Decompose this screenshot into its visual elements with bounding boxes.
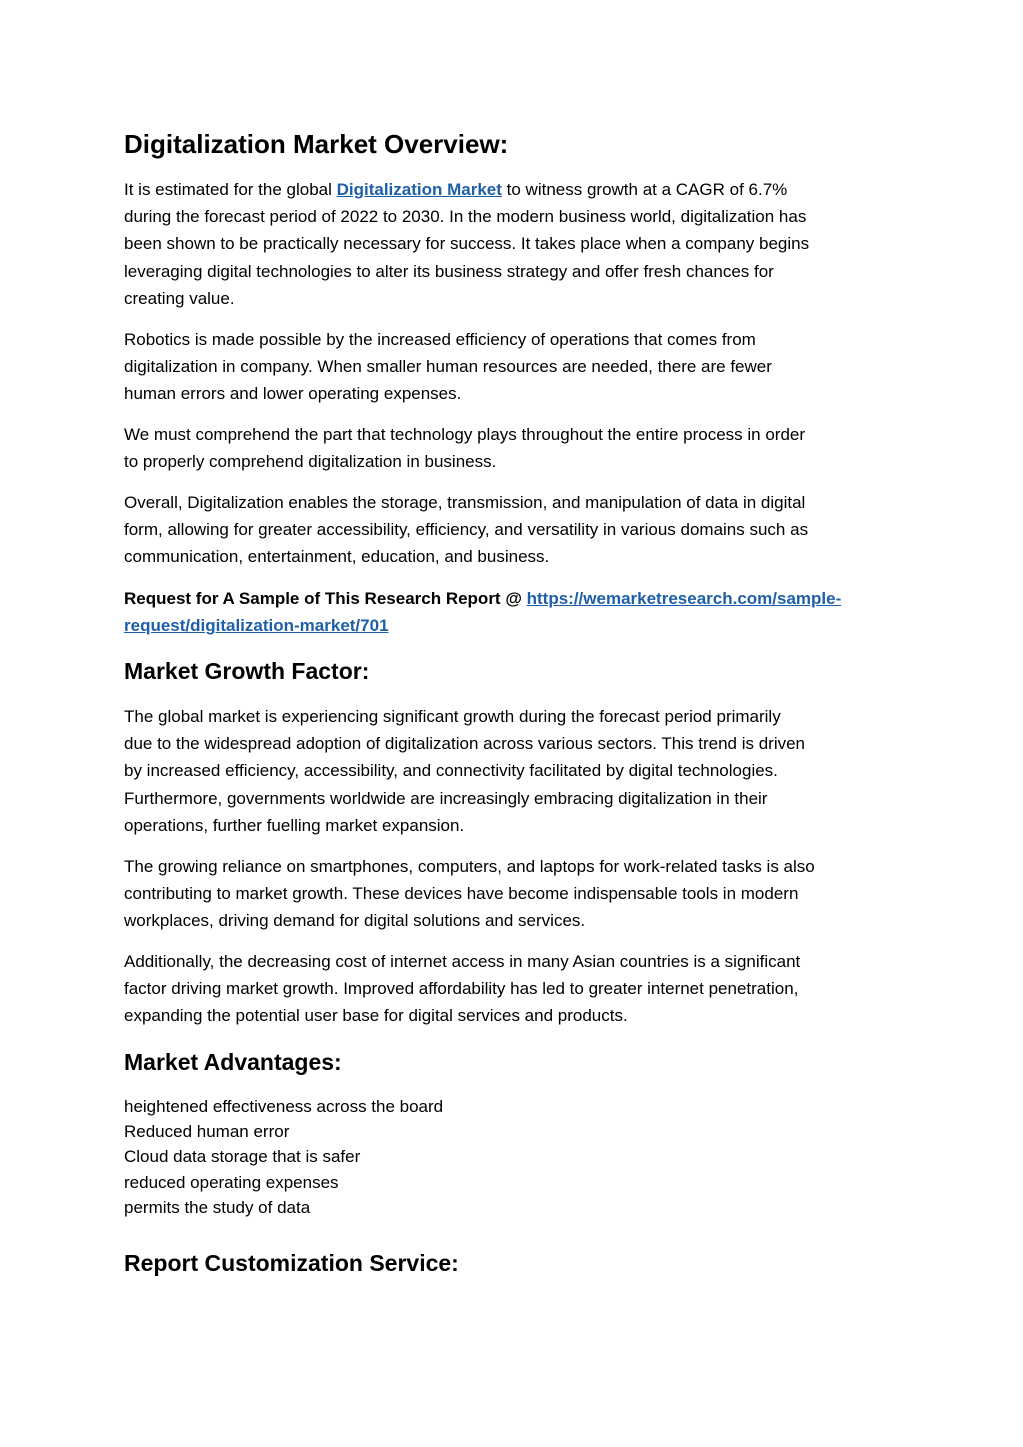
overview-paragraph-4 [124, 489, 914, 571]
digitalization-market-link[interactable]: Digitalization Market [336, 180, 502, 199]
growth-paragraph-3 [124, 948, 914, 1030]
overview-paragraph-3 [124, 421, 914, 475]
list-item: heightened effectiveness across the board [124, 1097, 444, 1116]
paragraph-line: workplaces, driving demand for digital solutions and services. [124, 911, 586, 931]
paragraph-line: expanding the potential user base for digital services and products. [124, 1006, 628, 1026]
growth-paragraph-2 [124, 853, 914, 935]
customization-heading: Report Customization Service: [124, 1250, 459, 1276]
paragraph-line [124, 612, 914, 639]
paragraph-line: The global market is experiencing significant growth during the forecast period primarily [124, 707, 781, 726]
paragraph-line: by increased efficiency, accessibility, and connectivity facilitated by digital technologies. [124, 761, 778, 781]
list-item: Reduced human error [124, 1122, 290, 1142]
sample-request-label: Request for A Sample of This Research Report @ [124, 589, 527, 608]
advantages-heading: Market Advantages: [124, 1049, 342, 1075]
overview-heading: Digitalization Market Overview: [124, 129, 509, 159]
paragraph-line: The growing reliance on smartphones, computers, and laptops for work-related tasks is also [124, 857, 815, 876]
paragraph-line: Additionally, the decreasing cost of internet access in many Asian countries is a significant [124, 952, 801, 971]
paragraph-line [124, 176, 914, 203]
paragraph-line: factor driving market growth. Improved affordability has led to greater internet penetration, [124, 979, 799, 999]
sample-request-link[interactable]: https://wemarketresearch.com/sample- [526, 589, 842, 608]
growth-paragraph-1 [124, 703, 914, 839]
list-item: Cloud data storage that is safer [124, 1147, 361, 1167]
paragraph-line: to properly comprehend digitalization in business. [124, 452, 497, 472]
paragraph-line: been shown to be practically necessary for success. It takes place when a company begins [124, 234, 810, 254]
advantages-list [124, 1094, 443, 1220]
paragraph-line: Furthermore, governments worldwide are increasingly embracing digitalization in their [124, 788, 768, 808]
paragraph-line: operations, further fuelling market expansion. [124, 815, 465, 835]
paragraph-line: Overall, Digitalization enables the storage, transmission, and manipulation of data in digital [124, 493, 806, 512]
paragraph-line [124, 585, 914, 612]
paragraph-line: human errors and lower operating expenses. [124, 384, 462, 404]
list-item: reduced operating expenses [124, 1172, 339, 1192]
growth-heading: Market Growth Factor: [124, 658, 370, 684]
overview-paragraph-1 [124, 176, 914, 312]
paragraph-line: communication, entertainment, education, and business. [124, 547, 550, 567]
paragraph-line: creating value. [124, 288, 235, 308]
list-item: permits the study of data [124, 1197, 311, 1217]
paragraph-line: during the forecast period of 2022 to 2030. In the modern business world, digitalization has [124, 207, 807, 227]
paragraph-line: Robotics is made possible by the increased efficiency of operations that comes from [124, 330, 756, 349]
overview-paragraph-2 [124, 326, 914, 408]
text-after-link: to witness growth at a CAGR of 6.7% [501, 180, 788, 199]
sample-request-link-continued[interactable]: request/digitalization-market/701 [124, 616, 389, 636]
paragraph-line: leveraging digital technologies to alter its business strategy and offer fresh chances for [124, 261, 774, 281]
paragraph-line: digitalization in company. When smaller human resources are needed, there are fewer [124, 357, 772, 377]
paragraph-line: due to the widespread adoption of digitalization across various sectors. This trend is driven [124, 734, 806, 754]
paragraph-line: contributing to market growth. These devices have become indispensable tools in modern [124, 884, 799, 904]
sample-request-paragraph [124, 585, 914, 639]
paragraph-line: form, allowing for greater accessibility, efficiency, and versatility in various domains such as [124, 520, 809, 540]
text-before-link: It is estimated for the global [124, 180, 337, 199]
paragraph-line: We must comprehend the part that technology plays throughout the entire process in order [124, 425, 806, 444]
